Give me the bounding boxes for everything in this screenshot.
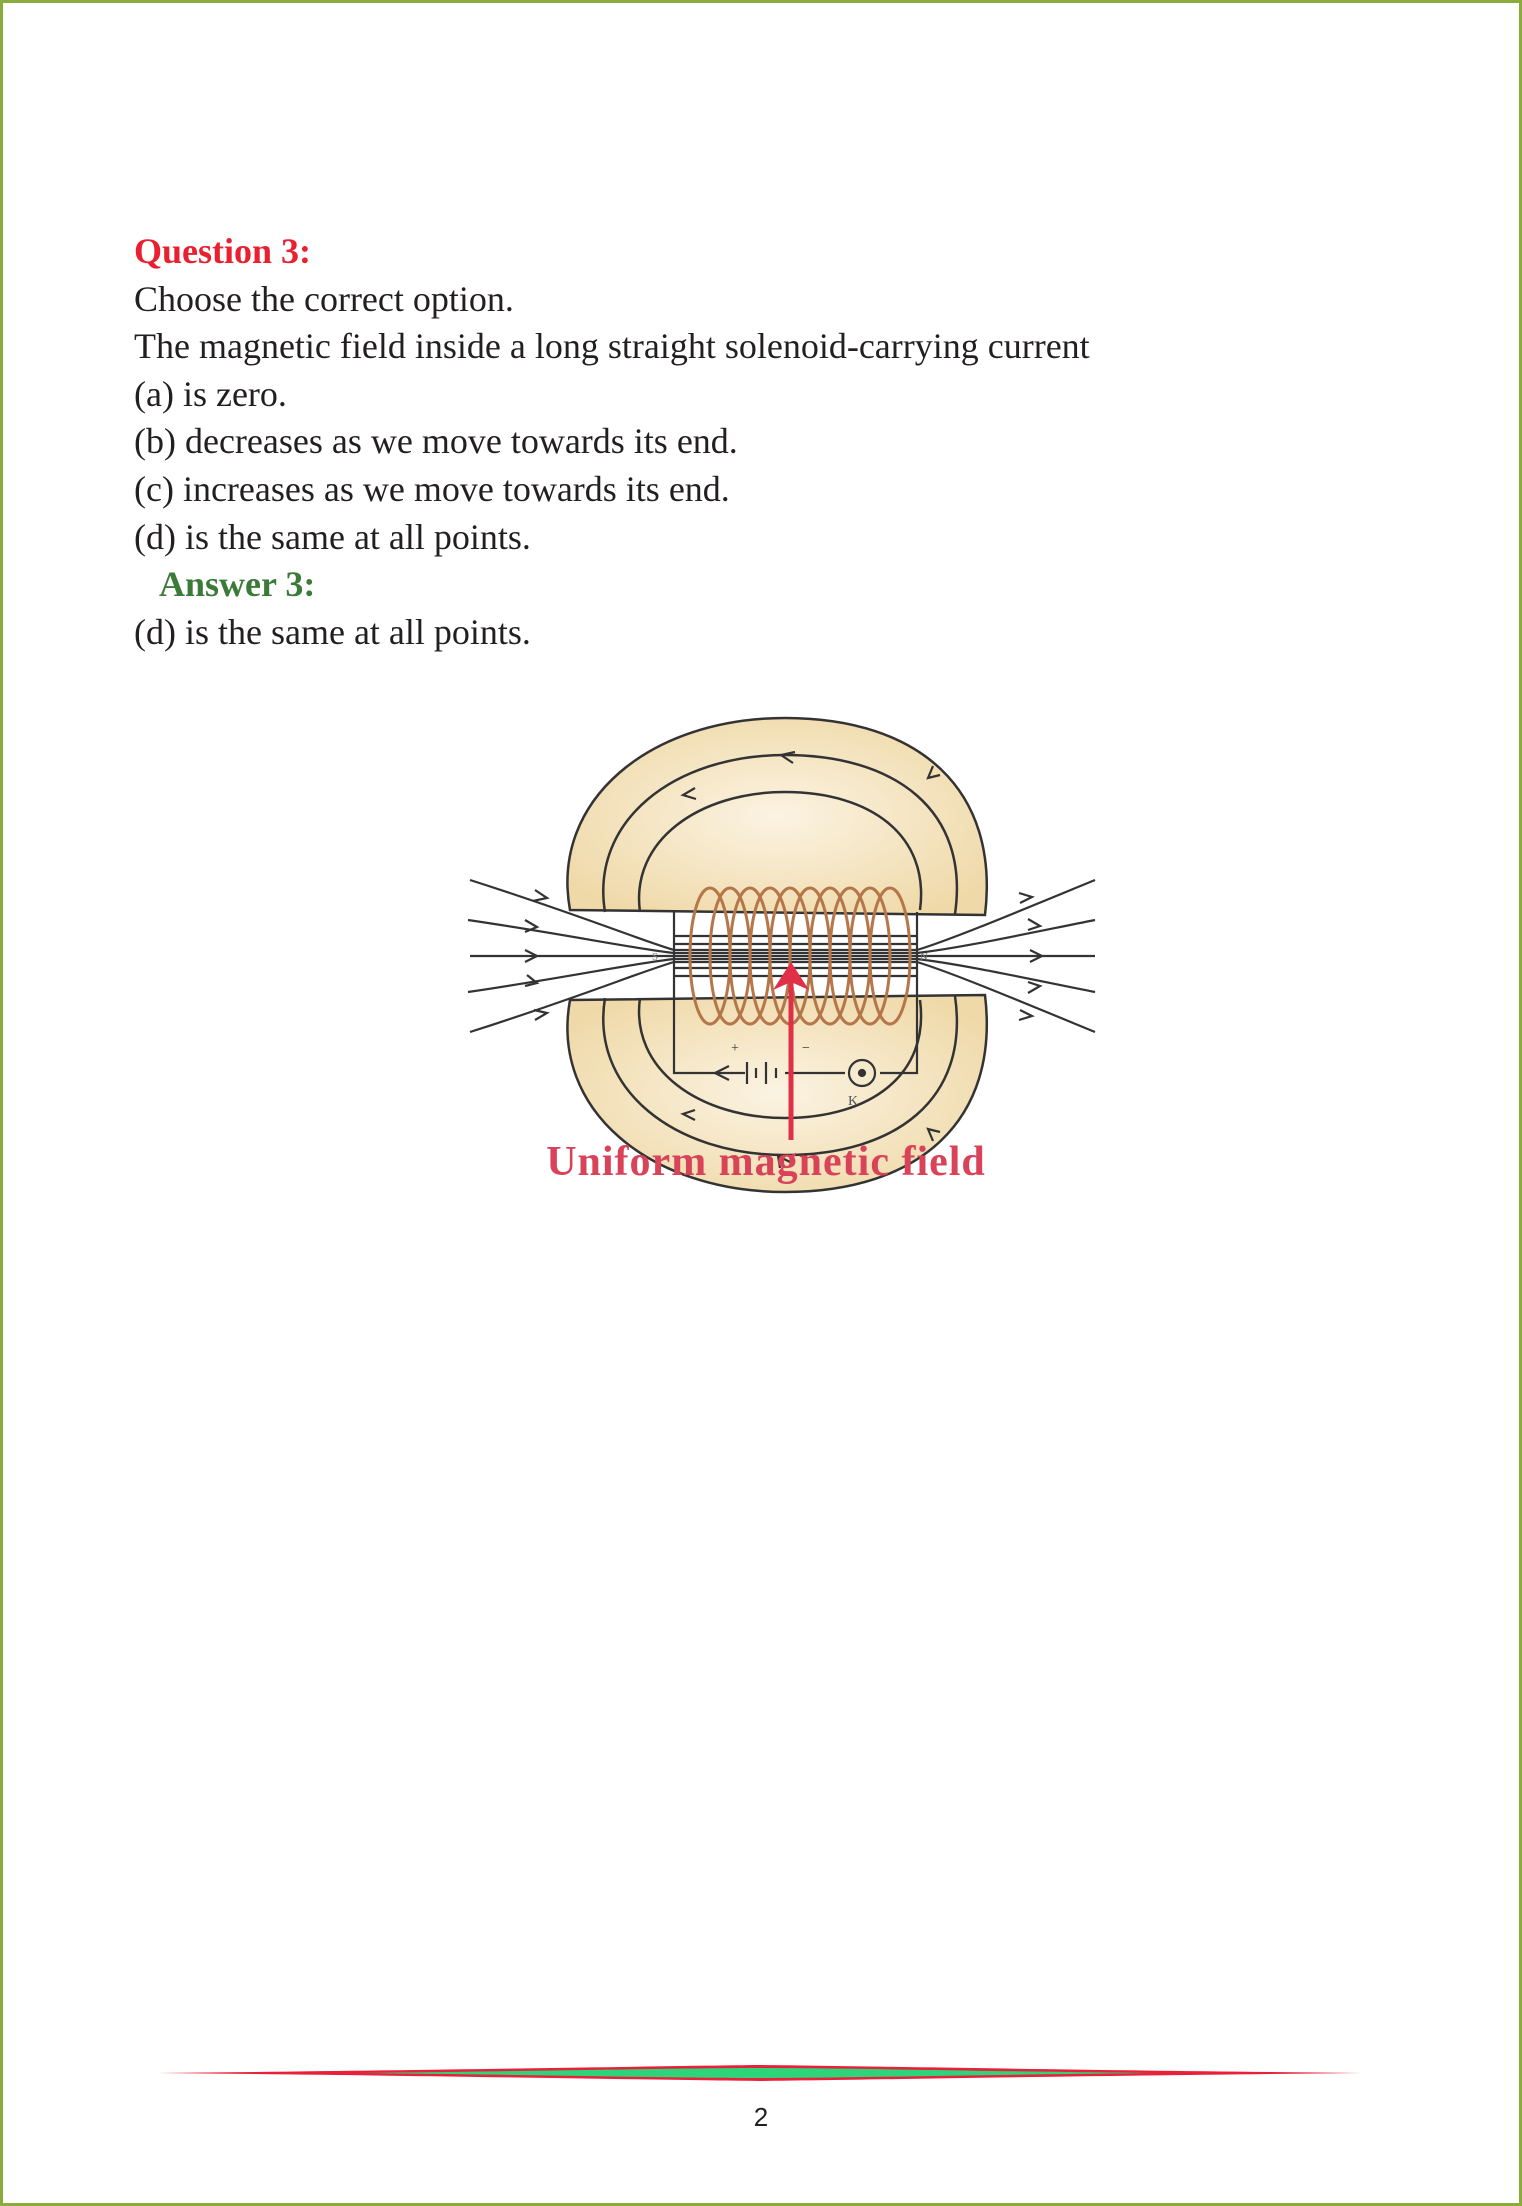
option-a: (a) is zero.	[134, 373, 287, 414]
pole-north: N	[920, 951, 928, 963]
question-title: Question 3:	[134, 231, 312, 271]
figure-label: Uniform magnetic field	[546, 1139, 986, 1185]
pole-south: S	[652, 951, 659, 963]
option-d: (d) is the same at all points.	[134, 516, 531, 557]
answer-title: Answer 3:	[159, 564, 316, 605]
option-b: (b) decreases as we move towards its end.	[134, 421, 738, 462]
question-block	[134, 228, 1090, 656]
solenoid-field-diagram	[440, 700, 1120, 1200]
footer-divider	[158, 2062, 1362, 2084]
question-line: Choose the correct option.	[134, 278, 514, 319]
battery-minus: −	[802, 1041, 810, 1056]
option-c: (c) increases as we move towards its end.	[134, 468, 730, 509]
key-label: K	[848, 1094, 859, 1109]
question-line: The magnetic field inside a long straight solenoid-carrying current	[134, 326, 1090, 367]
top-field-lobe	[567, 718, 986, 915]
battery-plus: +	[731, 1041, 739, 1056]
page-number: 2	[753, 2102, 769, 2132]
answer-text: (d) is the same at all points.	[134, 611, 531, 652]
